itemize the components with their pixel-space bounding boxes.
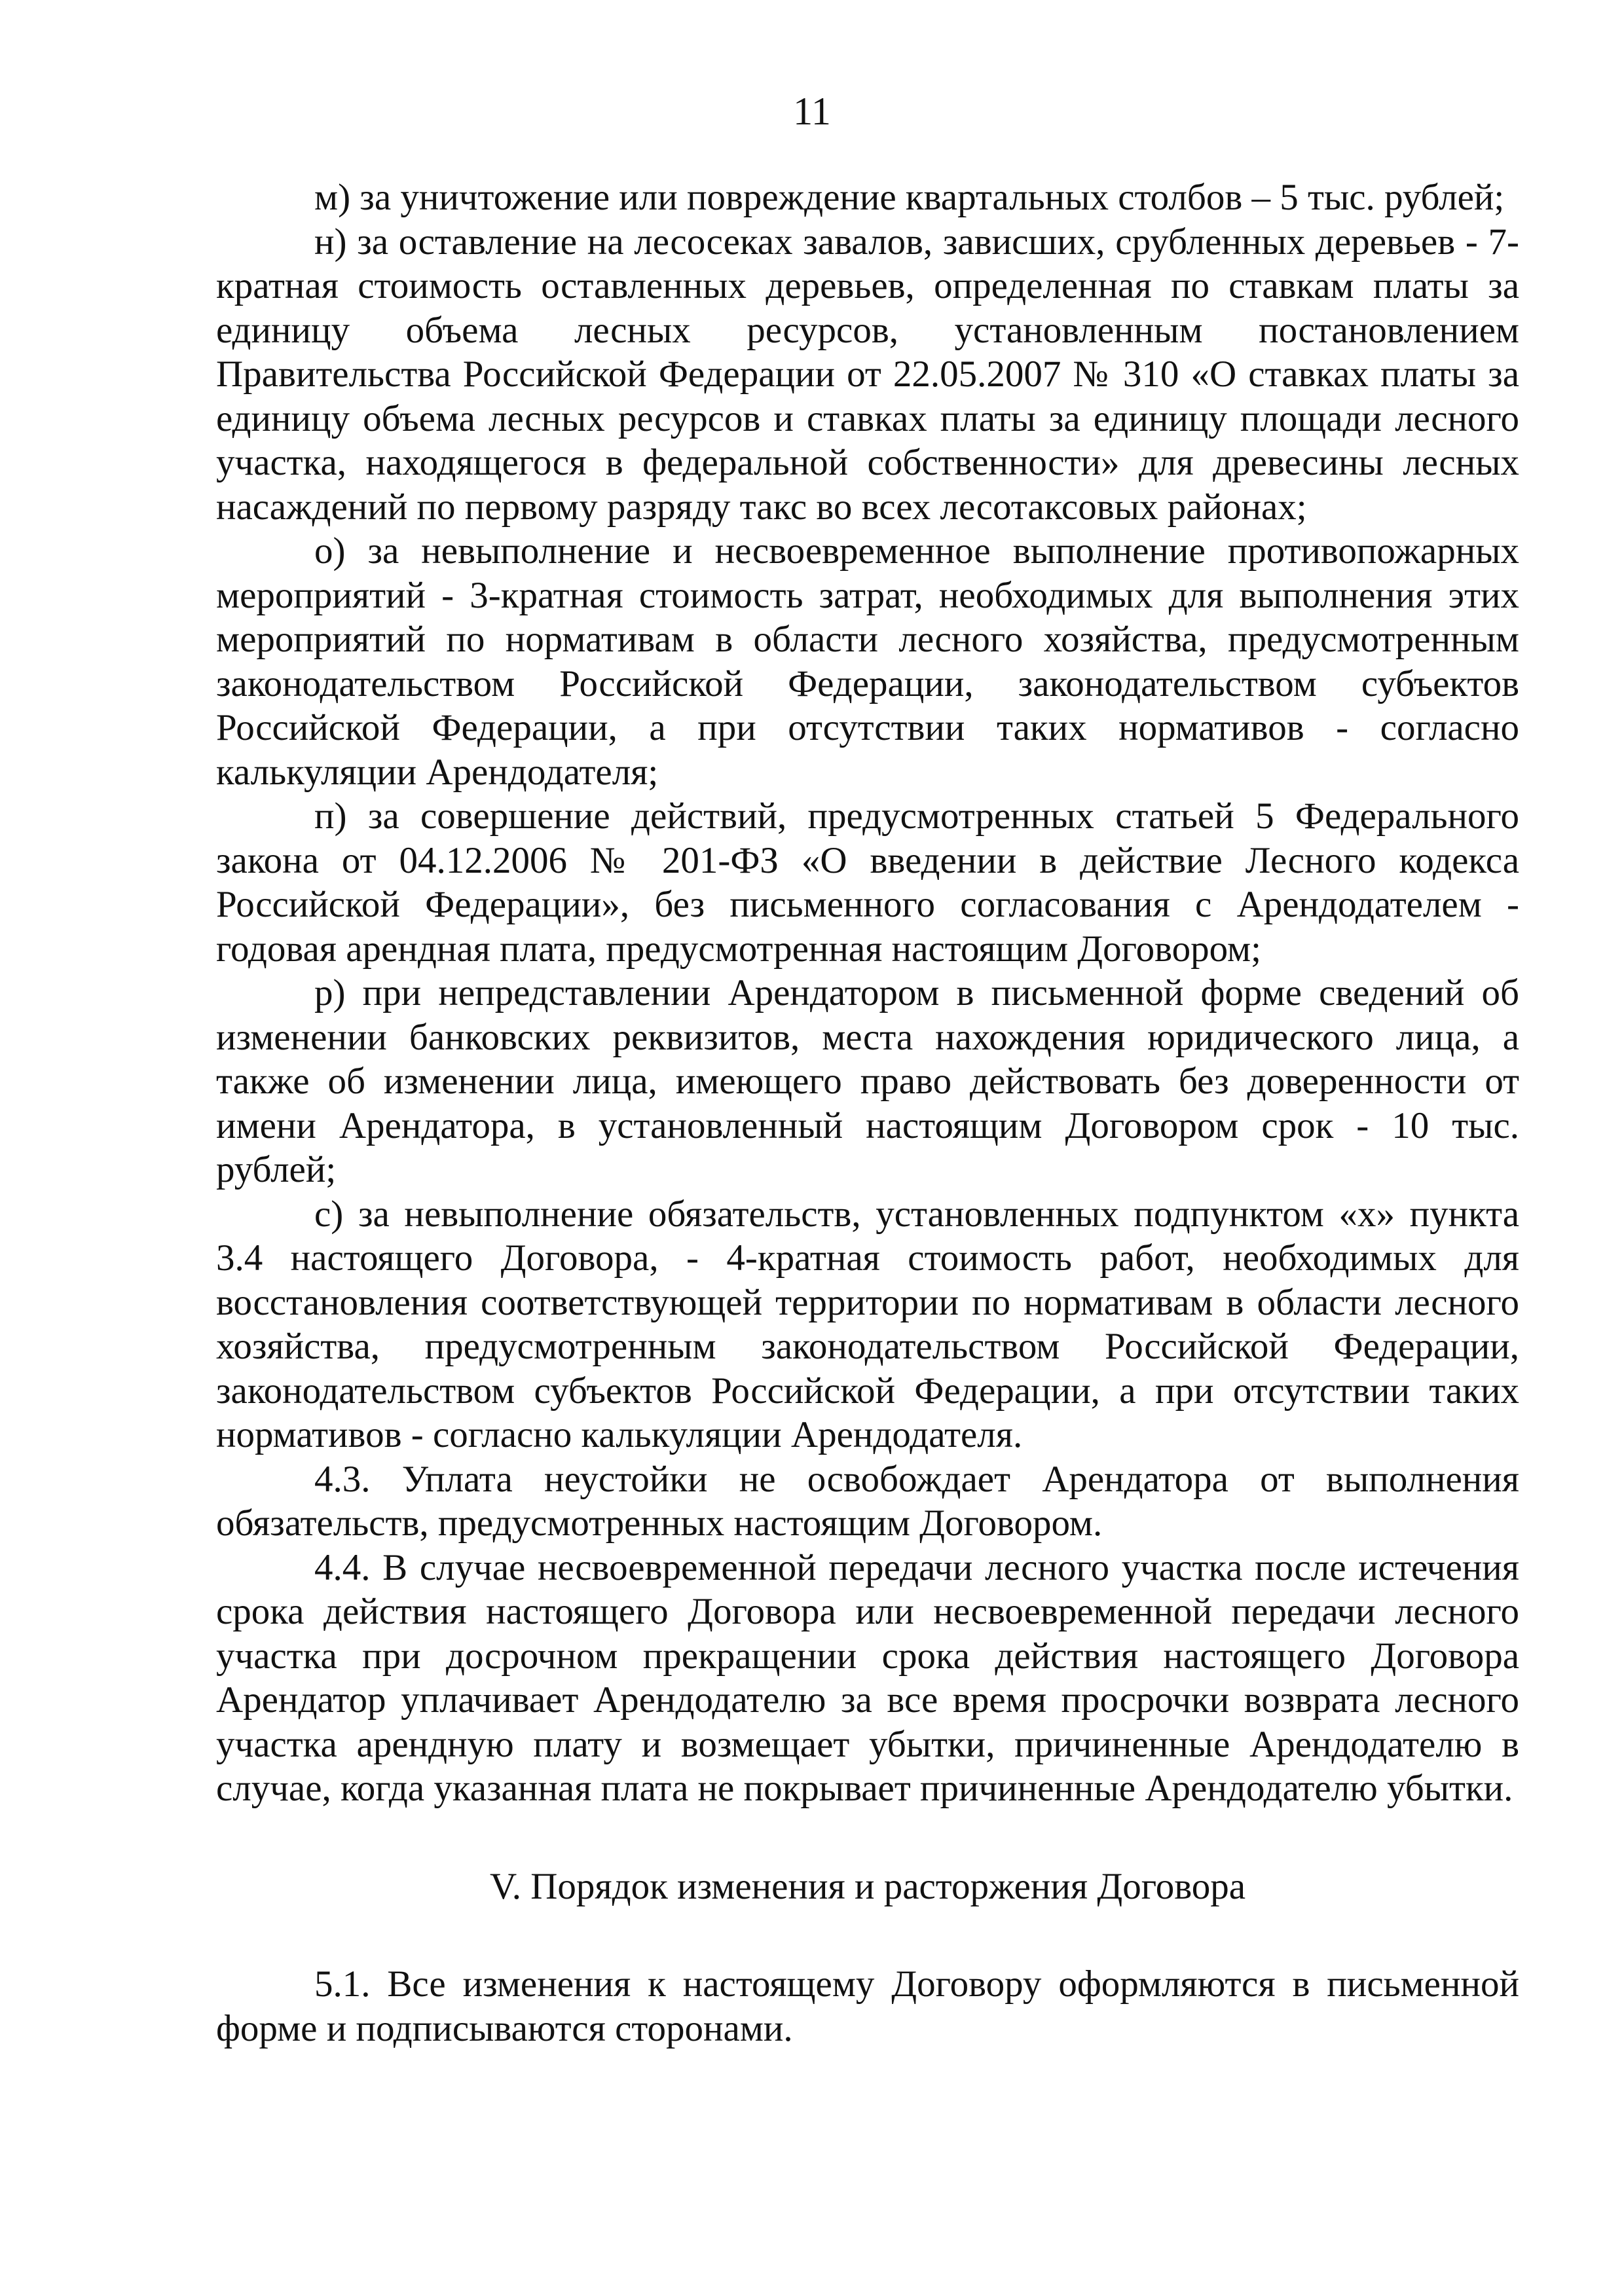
clause-m: м) за уничтожение или повреждение квартальных столбов – 5 тыс. рублей; <box>314 177 1505 218</box>
clause-n: н) за оставление на лесосеках завалов, зависших, срубленных деревьев - 7-кратная стоимость оставленных деревьев, определенная по ставкам платы за единицу объема лесных ресурсов, установленным постановлением Правительства Российской Федерации от 22.05.2007 № 310 «О ставках платы за единицу объема лесных ресурсов и ставках платы за единицу площади лесного участка, находящегося в федеральной собственности» для древесины лесных насаждений по первому разряду такс во всех лесотаксовых районах; <box>216 221 1519 528</box>
clause-s: с) за невыполнение обязательств, установленных подпунктом «х» пункта 3.4 настоящего Договора, - 4-кратная стоимость работ, необходимых для восстановления соответствующей территории по нормативам в области лесного хозяйства, предусмотренным законодательством Российской Федерации, законодательством субъектов Российской Федерации, а при отсутствии таких нормативов - согласно калькуляции Арендодателя. <box>216 1193 1519 1455</box>
clause-o: о) за невыполнение и несвоевременное выполнение противопожарных мероприятий - 3-кратная стоимость затрат, необходимых для выполнения этих мероприятий по нормативам в области лесного хозяйства, предусмотренным законодательством Российской Федерации, законодательством субъектов Российской Федерации, а при отсутствии таких нормативов - согласно калькуляции Арендодателя; <box>216 530 1519 793</box>
document-body <box>216 175 1519 2050</box>
page-number: 11 <box>793 90 831 133</box>
clause-r: р) при непредставлении Арендатором в письменной форме сведений об изменении банковских реквизитов, места нахождения юридического лица, а также об изменении лица, имеющего право действовать без доверенности от имени Арендатора, в установленный настоящим Договором срок - 10 тыс. рублей; <box>216 972 1519 1190</box>
section-heading: V. Порядок изменения и расторжения Договора <box>489 1865 1246 1907</box>
clause-5-1: 5.1. Все изменения к настоящему Договору оформляются в письменной форме и подписываются сторонами. <box>216 1963 1519 2049</box>
clause-4-4: 4.4. В случае несвоевременной передачи лесного участка после истечения срока действия настоящего Договора или несвоевременной передачи лесного участка при досрочном прекращении срока действия настоящего Договора Арендатор уплачивает Арендодателю за все время просрочки возврата лесного участка арендную плату и возмещает убытки, причиненные Арендодателю в случае, когда указанная плата не покрывает причиненные Арендодателю убытки. <box>216 1546 1519 1809</box>
clause-4-3: 4.3. Уплата неустойки не освобождает Арендатора от выполнения обязательств, предусмотренных настоящим Договором. <box>216 1458 1519 1544</box>
clause-p: п) за совершение действий, предусмотренных статьей 5 Федерального закона от 04.12.2006 № 201-ФЗ «О введении в действие Лесного кодекса Российской Федерации», без письменного согласования с Арендодателем - годовая арендная плата, предусмотренная настоящим Договором; <box>216 795 1519 970</box>
